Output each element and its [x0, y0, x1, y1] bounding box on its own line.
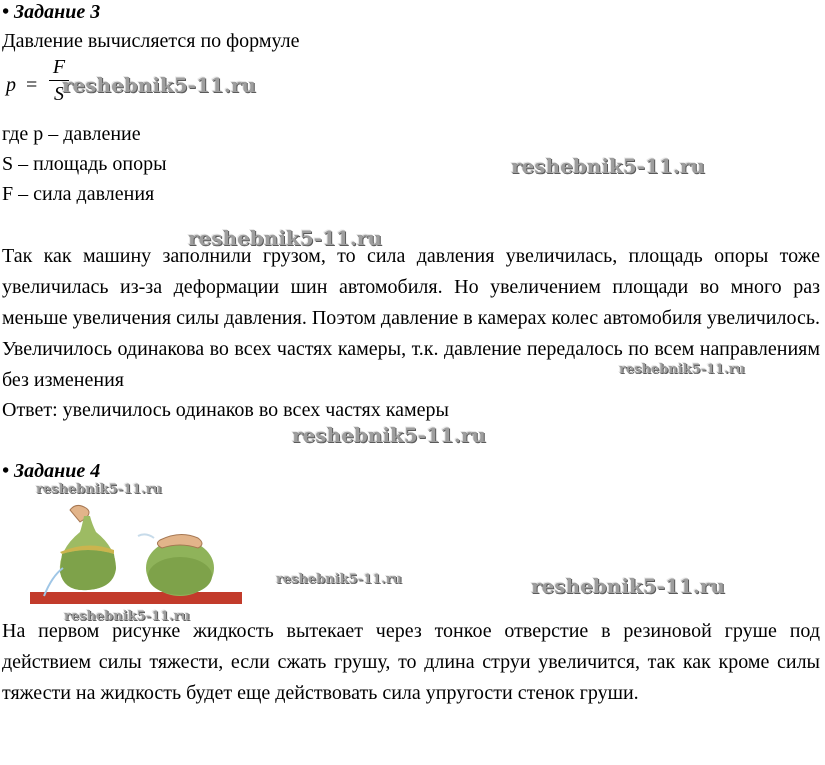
definition-s: S – площадь опоры [2, 153, 167, 175]
watermark: reshebnik5-11.ru [188, 226, 382, 250]
task3-answer: Ответ: увеличилось одинаков во всех частях камеры [2, 399, 449, 421]
watermark: reshebnik5-11.ru [36, 482, 163, 497]
pear-squeezed [138, 534, 214, 596]
task3-heading: • Задание 3 [2, 1, 101, 23]
formula-numerator: F [52, 56, 66, 78]
formula-denominator: S [54, 83, 64, 105]
watermark: reshebnik5-11.ru [64, 609, 191, 624]
task4-explanation [2, 616, 820, 709]
task3-paragraph: Так как машину заполнили грузом, то сила давления увеличилась, площадь опоры тоже увеличилась из-за деформации шин автомобиля. Но увеличением площади во много раз меньше увеличения силы давления. Поэтом давление в камерах колес автомобиля увеличилось. Увеличилось одинакова во всех частях камеры, т.к. давление передалось по всем направлениям без изменения [2, 245, 820, 391]
definition-p: где p – давление [2, 123, 141, 145]
pear-hanging [44, 505, 116, 596]
task4-paragraph: На первом рисунке жидкость вытекает через тонкое отверстие в резиновой груше под действием силы тяжести, если сжать грушу, то длина струи увеличится, так как кроме силы тяжести на жидкость будет еще действовать сила упругости стенок груши. [2, 620, 820, 704]
watermark: reshebnik5-11.ru [619, 362, 746, 377]
definition-f: F – сила давления [2, 183, 155, 205]
task4-heading: • Задание 4 [2, 460, 101, 482]
task3-intro: Давление вычисляется по формуле [2, 30, 300, 52]
watermark: reshebnik5-11.ru [292, 423, 486, 447]
formula-equals: = [26, 74, 38, 96]
watermark: reshebnik5-11.ru [531, 574, 725, 598]
watermark: reshebnik5-11.ru [511, 154, 705, 178]
table-surface [30, 592, 242, 604]
rubber-pear-illustration [30, 492, 242, 604]
formula-lhs: p [6, 74, 16, 96]
watermark: reshebnik5-11.ru [276, 572, 403, 587]
watermark: reshebnik5-11.ru [62, 73, 256, 97]
